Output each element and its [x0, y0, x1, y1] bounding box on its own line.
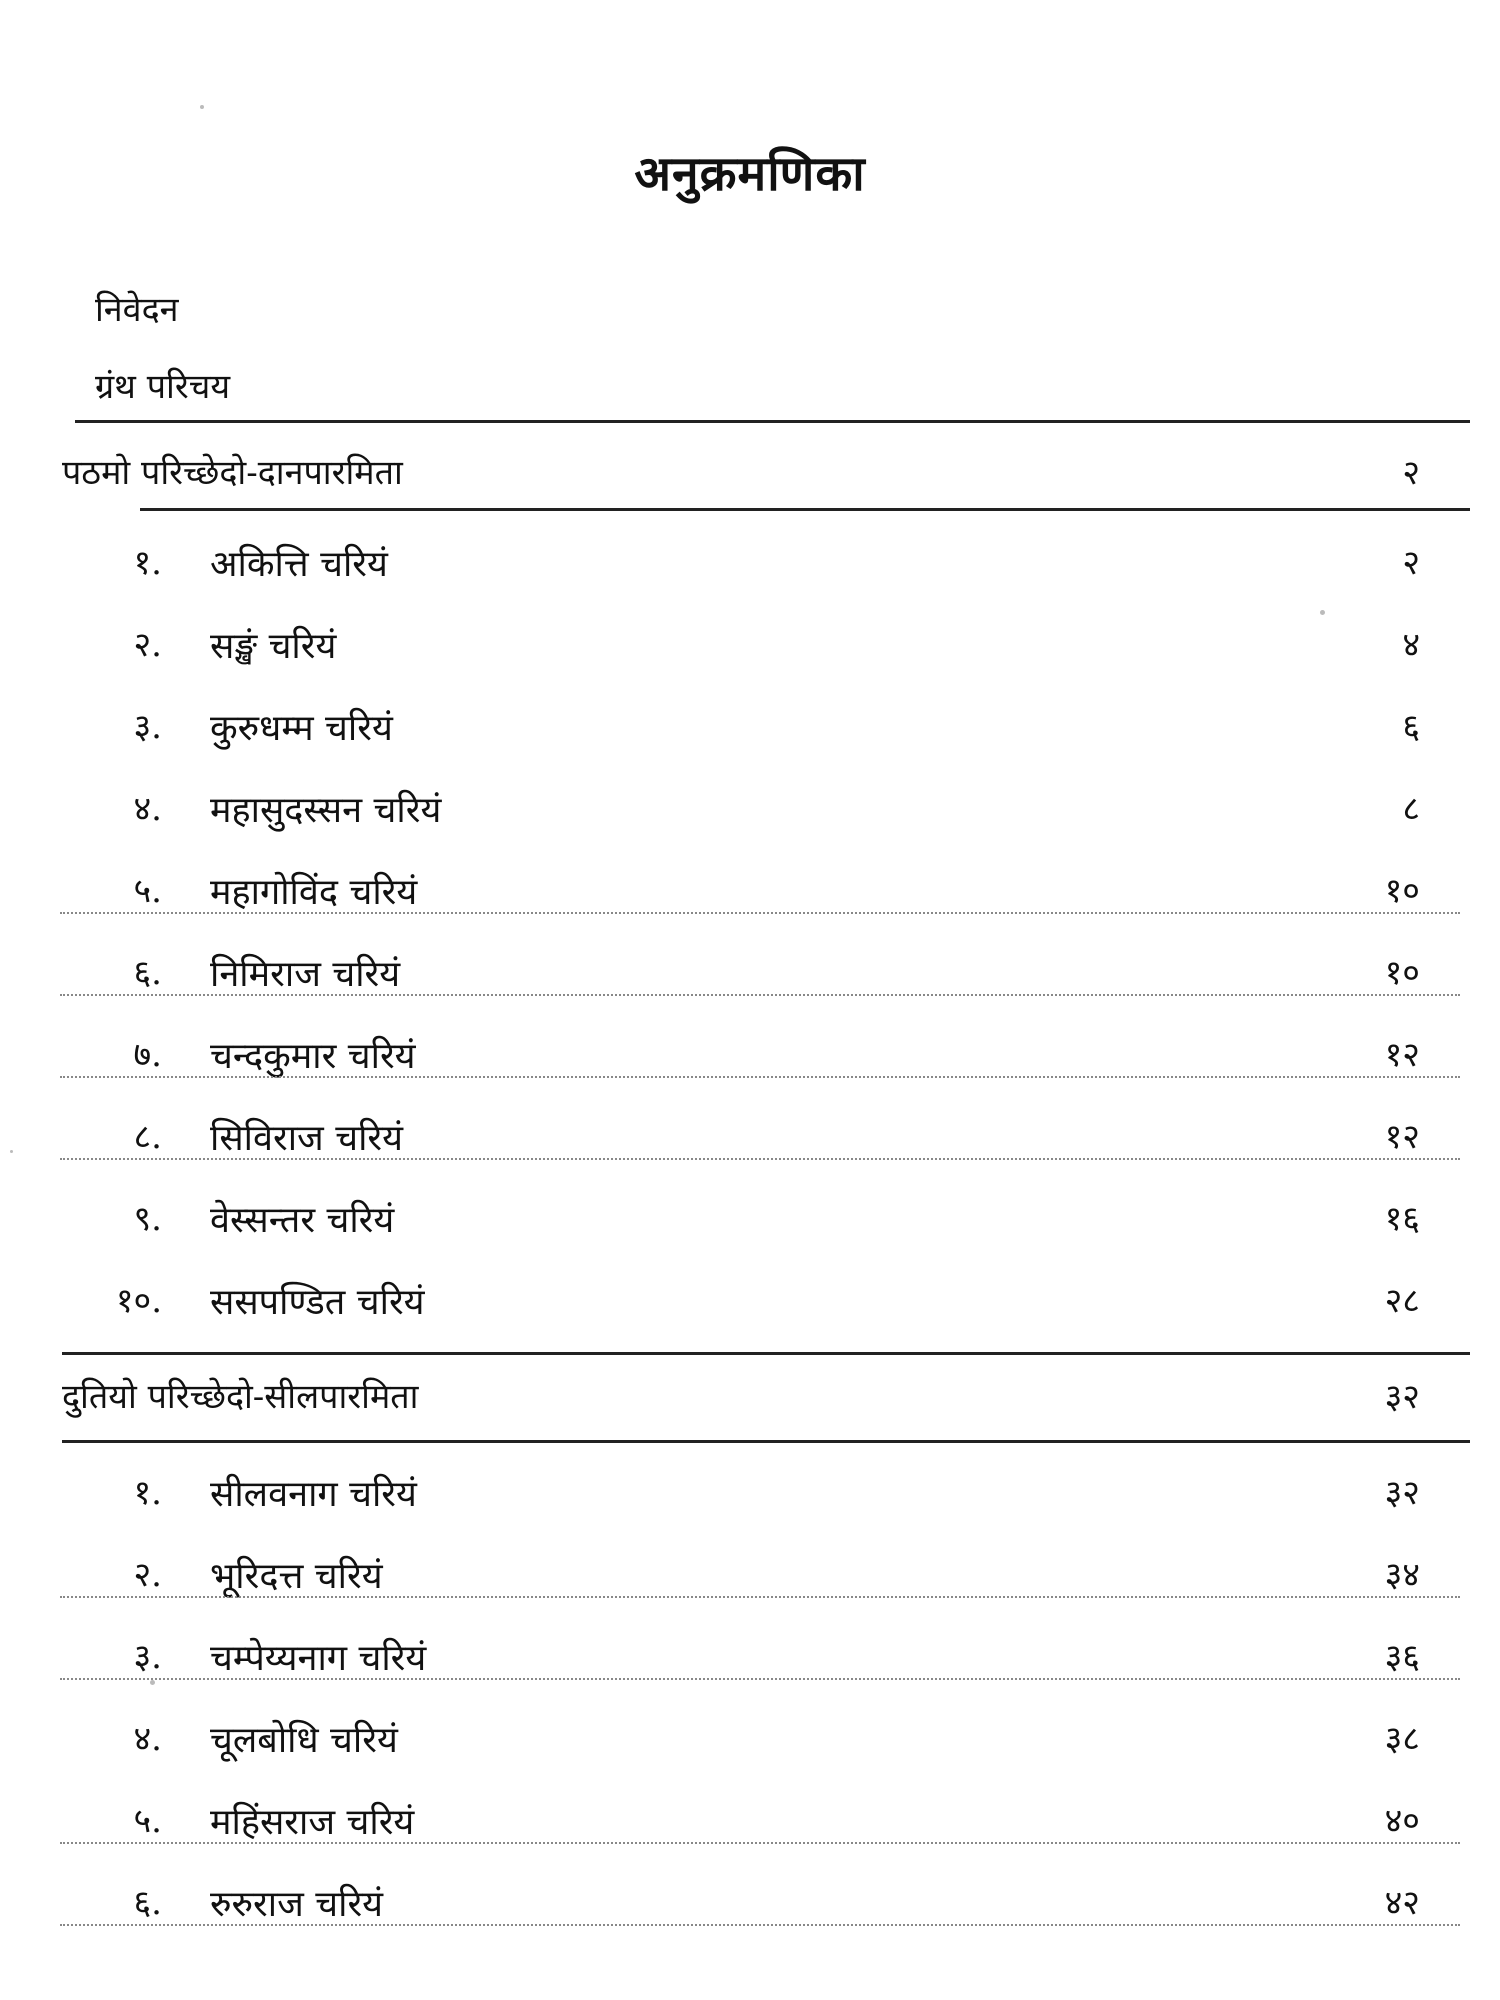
toc-entry — [0, 1022, 1500, 1082]
toc-entry — [0, 1186, 1500, 1246]
entry-page-number: ८ — [1402, 789, 1420, 829]
section-heading-row — [0, 1364, 1500, 1424]
section-page-number: २ — [1402, 453, 1420, 493]
entry-title: चन्दकुमार चरियं — [210, 1036, 416, 1077]
section-divider — [62, 1352, 1470, 1355]
entry-number: १. — [133, 1473, 162, 1513]
toc-entry — [0, 1268, 1500, 1328]
scan-speck — [200, 105, 204, 109]
toc-entry — [0, 776, 1500, 836]
entry-number: ७. — [133, 1035, 162, 1075]
entry-page-number: २८ — [1384, 1281, 1420, 1321]
scan-speck — [1320, 610, 1325, 615]
entry-page-number: ३६ — [1384, 1637, 1420, 1677]
entry-title: महागोविंद चरियं — [210, 872, 418, 913]
entry-number: १. — [133, 543, 162, 583]
entry-page-number: ३८ — [1384, 1719, 1420, 1759]
front-matter-granth-parichay: ग्रंथ परिचय — [95, 367, 231, 407]
entry-page-number: १० — [1384, 953, 1420, 993]
toc-entry — [0, 612, 1500, 672]
entry-page-number: १० — [1384, 871, 1420, 911]
entry-page-number: ३२ — [1384, 1473, 1420, 1513]
entry-number: २. — [133, 625, 162, 665]
entry-title: रुरुराज चरियं — [210, 1884, 384, 1925]
section-divider — [140, 508, 1470, 511]
page-title: अनुक्रमणिका — [634, 146, 866, 202]
entry-title: वेस्सन्तर चरियं — [210, 1200, 395, 1241]
toc-entry — [0, 1542, 1500, 1602]
entry-number: ४. — [133, 1719, 162, 1759]
entry-title: अकित्ति चरियं — [210, 544, 388, 585]
entry-title: निमिराज चरियं — [210, 954, 401, 995]
entry-number: ५. — [133, 871, 162, 911]
entry-number: ९. — [133, 1199, 162, 1239]
entry-page-number: १२ — [1384, 1035, 1420, 1075]
entry-page-number: ४ — [1402, 625, 1420, 665]
entry-title: सिविराज चरियं — [210, 1118, 403, 1159]
section-title: दुतियो परिच्छेदो-सीलपारमिता — [62, 1377, 419, 1417]
entry-title: चूलबोधि चरियं — [210, 1720, 398, 1761]
entry-page-number: १६ — [1384, 1199, 1420, 1239]
front-matter-nivedan: निवेदन — [95, 290, 179, 330]
entry-page-number: ६ — [1402, 707, 1420, 747]
toc-entry — [0, 858, 1500, 918]
entry-page-number: २ — [1402, 543, 1420, 583]
toc-entry — [0, 1788, 1500, 1848]
entry-number: १०. — [115, 1281, 162, 1321]
entry-title: चम्पेय्यनाग चरियं — [210, 1638, 427, 1679]
entry-number: ८. — [133, 1117, 162, 1157]
section-title: पठमो परिच्छेदो-दानपारमिता — [62, 453, 403, 493]
toc-entry — [0, 1460, 1500, 1520]
toc-entry — [0, 530, 1500, 590]
entry-title: भूरिदत्त चरियं — [210, 1556, 383, 1597]
entry-title: ससपण्डित चरियं — [210, 1282, 425, 1323]
entry-page-number: ३४ — [1384, 1555, 1420, 1595]
entry-page-number: १२ — [1384, 1117, 1420, 1157]
entry-page-number: ४० — [1384, 1801, 1420, 1841]
entry-title: कुरुधम्म चरियं — [210, 708, 393, 749]
section-divider — [75, 420, 1470, 423]
scan-speck — [150, 1680, 155, 1685]
entry-title: सङ्खं चरियं — [210, 626, 337, 667]
entry-number: ३. — [133, 1637, 162, 1677]
toc-entry — [0, 1870, 1500, 1930]
toc-entry — [0, 1624, 1500, 1684]
entry-number: ५. — [133, 1801, 162, 1841]
toc-entry — [0, 1706, 1500, 1766]
entry-number: ६. — [133, 953, 162, 993]
scan-speck — [10, 1150, 13, 1153]
entry-title: महिंसराज चरियं — [210, 1802, 415, 1843]
section-divider — [62, 1440, 1470, 1443]
entry-title: सीलवनाग चरियं — [210, 1474, 417, 1515]
entry-title: महासुदस्सन चरियं — [210, 790, 442, 831]
entry-page-number: ४२ — [1384, 1883, 1420, 1923]
entry-number: ४. — [133, 789, 162, 829]
entry-number: ६. — [133, 1883, 162, 1923]
section-page-number: ३२ — [1384, 1377, 1420, 1417]
entry-number: ३. — [133, 707, 162, 747]
section-heading-row — [0, 440, 1500, 500]
toc-entry — [0, 694, 1500, 754]
toc-entry — [0, 1104, 1500, 1164]
toc-entry — [0, 940, 1500, 1000]
entry-number: २. — [133, 1555, 162, 1595]
